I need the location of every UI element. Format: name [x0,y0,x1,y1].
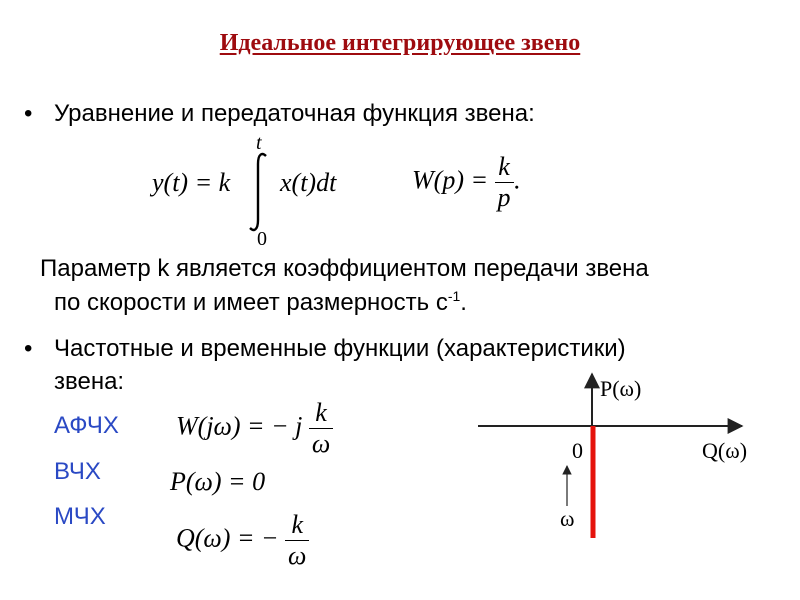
integral-integrand: x(t)dt [280,168,337,197]
bullet-2-marker: • [24,335,33,362]
transfer-fraction: $\frac{k}{p}$ [495,152,514,213]
equation-afch: W(jω) = − j $\frac{k}{\omega}$ [176,398,333,459]
label-afch: АФЧХ [54,412,119,439]
equation-transfer-function: W(p) = $\frac{k}{p}$ . [412,152,521,212]
bullet-2-line-2: звена: [54,368,125,395]
bullet-2-line-1: Частотные и временные функции (характеристики) [54,335,626,362]
omega-label: ω [560,506,575,531]
bullet-1-marker: • [24,100,33,127]
x-axis-label: Q(ω) [702,438,748,463]
integral-sign [244,150,274,239]
bullet-1-text: Уравнение и передаточная функция звена: [54,100,535,127]
equation-mch: Q(ω) = − $\frac{k}{\omega}$ [176,510,309,571]
origin-label: 0 [572,438,583,463]
equation-integral-lhs: y(t) = k [152,168,231,197]
label-vch: ВЧХ [54,458,101,485]
integral-sign-icon [244,150,274,234]
equation-vch: P(ω) = 0 [170,467,266,496]
integral-upper-limit: t [256,132,262,154]
param-line-2: по скорости и имеет размерность $с^{-1}$. [54,288,467,316]
integral-lower-limit: 0 [257,228,267,250]
param-line-1: Параметр k является коэффициентом передачи звена [40,255,649,282]
label-mch: МЧХ [54,503,106,530]
phase-plot [460,360,780,550]
page-title: Идеальное интегрирующее звено [219,30,581,56]
y-axis-label: P(ω) [600,376,642,401]
